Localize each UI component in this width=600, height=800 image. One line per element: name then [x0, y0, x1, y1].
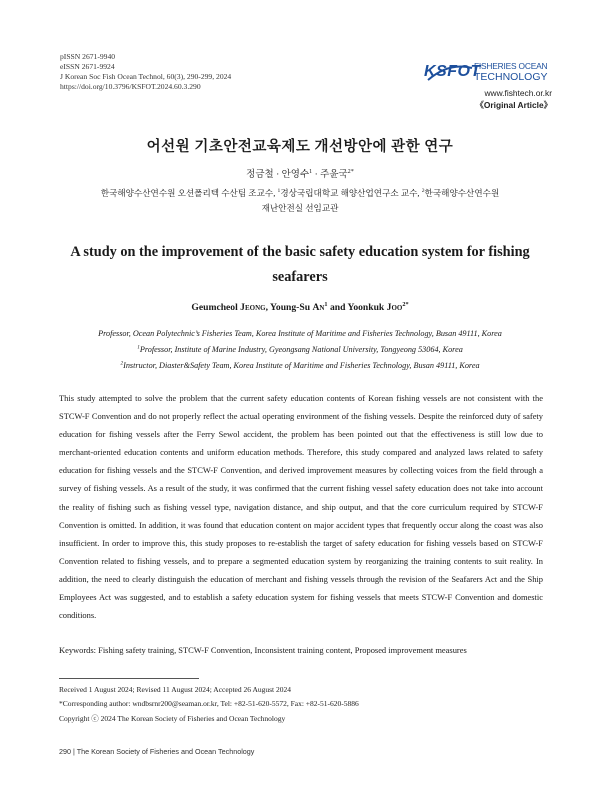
korean-aff2: 한국해양수산연수원 [424, 188, 500, 198]
korean-aff1-sup: 1 [277, 188, 281, 195]
english-aff2-sup: 2 [120, 360, 124, 367]
eissn: eISSN 2671-9924 [60, 62, 115, 71]
korean-author-2-sup: 1 [309, 168, 313, 175]
english-author-2: Young-Su An [270, 302, 325, 313]
korean-author-3-sup: 2* [347, 168, 354, 175]
english-title: A study on the improvement of the basic safety education system for fishing seafarers [70, 244, 530, 285]
english-author-2-sup: 1 [324, 300, 328, 308]
author-separator: · [276, 170, 280, 180]
copyright: Copyright ⓒ 2024 The Korean Society of Fisheries and Ocean Technology [59, 714, 286, 723]
english-author-3-sup: 2* [402, 300, 409, 308]
author-and: and [327, 302, 348, 313]
journal-reference: J Korean Soc Fish Ocean Technol, 60(3), 290-299, 2024 [60, 72, 232, 81]
korean-author-1: 정금철 [246, 170, 274, 180]
keywords: Keywords: Fishing safety training, STCW-F Convention, Inconsistent training content, Proposed improvement measures [59, 645, 467, 655]
english-author-3: Yoonkuk Joo [347, 302, 403, 313]
footnote-divider [59, 678, 199, 679]
english-authors: Geumcheol Jeong, Young-Su An$^1$ and Yoonkuk Joo$^{2*}$ [191, 300, 409, 313]
doi-link[interactable]: https://doi.org/10.3796/KSFOT.2024.60.3.290 [60, 82, 201, 91]
corresponding-author: *Corresponding author: wndbsrnr200@seaman.or.kr, Tel: +82-51-620-5572, Fax: +82-51-620-5886 [59, 699, 359, 708]
korean-aff2-cont: 재난안전실 선임교관 [261, 203, 339, 213]
korean-author-3: 주윤국 [320, 170, 348, 180]
author-separator: · [314, 170, 318, 180]
abstract: This study attempted to solve the problem that the current safety education contents of Korean fishing vessels are not consistent with the STCW-F Convention and do not properly reflect the actual operating environment of the fishing vessels. Despite the reinforced duty of safety education for fishing vessels after the Ferry Sewol accident, the problem has been pointed out that the effectiveness is still low due to merchant-oriented education contents and uniform education methods. Therefore, this study compared and analyzed laws related to safety education for fishing vessels and the STCW-F Convention, and derived improvement measures by collecting voices from the field through a survey of fishing vessels. As a result of the study, it was confirmed that the current fishing vessel safety education does not take into account the reality of fishing such as fishing vessel type, navigation distance, and ship output, and that the core curriculum required by STCW-F Convention is omitted. In addition, it was found that education content on major accident types that frequently occur along the coast was also insufficient. In order to improve this, this study proposes to re-establish the target of safety education for fishing vessels based on STCW-F Convention related to fishing vessels, and to prepare a segmented education system by reorganizing the training contents to suit reality. In addition, the need to clearly distinguish the education of merchant and fishing vessels through the revision of the Seafarers Act and the Ship Employees Act was suggested, and to establish a safety education system for fishing vessels that meets STCW-F Convention and domestic conditions. [59, 393, 543, 621]
pissn: pISSN 2671-9940 [60, 52, 116, 61]
korean-aff2-sup: 2 [421, 188, 425, 195]
logo-text-fisheries-ocean: FISHERIES OCEAN [474, 61, 548, 71]
article-type: 《Original Article》 [475, 100, 552, 110]
logo-mark: KSFOT [424, 63, 481, 80]
korean-aff-main: 한국해양수산연수원 오션폴리텍 수산팀 조교수, [100, 188, 276, 198]
korean-title: 어선원 기초안전교육제도 개선방안에 관한 연구 [146, 139, 454, 155]
journal-website[interactable]: www.fishtech.or.kr [484, 88, 552, 98]
english-author-1: Geumcheol Jeong [191, 302, 266, 313]
korean-author-2: 안영수 [281, 170, 310, 180]
page-footer: 290 | The Korean Society of Fisheries and Ocean Technology [59, 747, 255, 756]
korean-authors [40, 166, 560, 180]
english-aff-1: $^1$Professor, Institute of Marine Industry, Gyeongsang National University, Tongyeong 53064, Korea [137, 344, 463, 354]
english-aff-2: $^2$Instructor, Diaster&Safety Team, Korea Institute of Maritime and Fisheries Technology, Busan 49111, Korea [120, 360, 480, 370]
received-dates: Received 1 August 2024; Revised 11 August 2024; Accepted 26 August 2024 [59, 685, 291, 694]
korean-aff1: 경상국립대학교 해양산업연구소 교수, [280, 188, 420, 198]
english-aff-main: Professor, Ocean Polytechnic’s Fisheries Team, Korea Institute of Maritime and Fisheries Technology, Busan 49111, Korea [98, 329, 502, 338]
english-aff1-sup: 1 [137, 344, 140, 351]
logo-text-technology: TECHNOLOGY [474, 71, 548, 83]
korean-affiliations [40, 186, 560, 216]
